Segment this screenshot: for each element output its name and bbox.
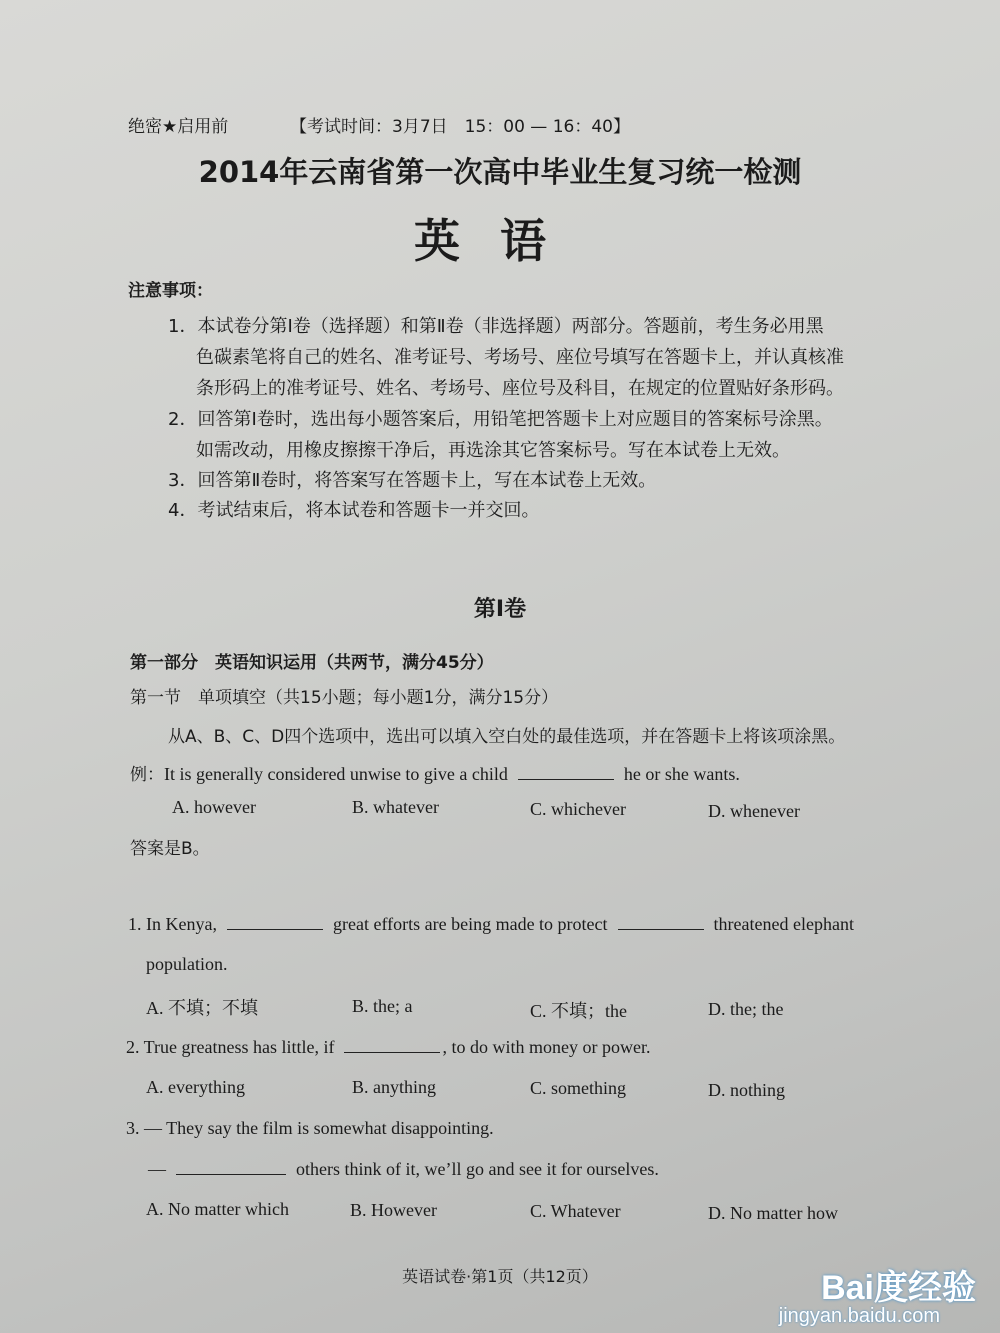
watermark-url: jingyan.baidu.com (778, 1305, 940, 1327)
option: D. the; the (708, 999, 784, 1019)
part-heading: 第一部分 英语知识运用（共两节，满分45分） (130, 653, 494, 673)
option: D. No matter how (708, 1203, 838, 1223)
example-label: 例： (130, 765, 164, 785)
notice-line: 2．回答第Ⅰ卷时，选出每小题答案后，用铅笔把答题卡上对应题目的答案标号涂黑。 (168, 409, 833, 430)
option: B. anything (352, 1077, 436, 1097)
option: A. everything (146, 1077, 245, 1097)
option: A. 不填；不填 (146, 998, 258, 1018)
instructions: 从A、B、C、D四个选项中，选出可以填入空白处的最佳选项，并在答题卡上将该项涂黑。 (168, 727, 846, 747)
baidu-jingyan-logo: Bai度经验 (821, 1269, 976, 1307)
question-3-reply (148, 1159, 659, 1180)
option: B. whatever (352, 797, 439, 817)
question-text: 1. In Kenya, (128, 914, 217, 934)
confidential-label: 绝密★启用前 (128, 117, 229, 137)
option: A. however (172, 797, 256, 817)
answer-blank (518, 778, 614, 780)
answer-blank (344, 1051, 440, 1053)
section-heading: 第一节 单项填空（共15小题；每小题1分，满分15分） (130, 688, 559, 708)
notice-heading: 注意事项： (128, 281, 213, 301)
option: C. whichever (530, 799, 626, 819)
option: B. the; a (352, 996, 413, 1016)
option: B. However (350, 1200, 437, 1220)
example-text: It is generally considered unwise to give a child (164, 764, 508, 784)
notice-line: 如需改动，用橡皮擦擦干净后，再选涂其它答案标号。写在本试卷上无效。 (196, 440, 790, 461)
example-question (130, 760, 740, 785)
question-text: threatened elephant (713, 914, 854, 934)
page-footer: 英语试卷·第1页（共12页） (402, 1267, 598, 1286)
option: C. 不填；the (530, 1001, 627, 1021)
volume-heading: 第Ⅰ卷 (473, 597, 527, 622)
answer-blank (176, 1173, 286, 1175)
option: A. No matter which (146, 1199, 289, 1219)
question-text: great efforts are being made to protect (332, 914, 608, 934)
exam-title: 2014年云南省第一次高中毕业生复习统一检测 (198, 155, 802, 189)
answer-blank (618, 928, 704, 930)
question-text: , to do with money or power. (442, 1037, 651, 1057)
option: C. something (530, 1078, 627, 1098)
question-text: 2. True greatness has little, if (126, 1037, 335, 1057)
notice-line: 条形码上的准考证号、姓名、考场号、座位号及科目，在规定的位置贴好条形码。 (196, 378, 844, 399)
option: D. nothing (708, 1080, 786, 1100)
question-text: — (148, 1159, 166, 1179)
question-3: 3. — They say the film is somewhat disappointing. (126, 1118, 494, 1138)
question-text: population. (146, 954, 228, 974)
notice-line: 1．本试卷分第Ⅰ卷（选择题）和第Ⅱ卷（非选择题）两部分。答题前，考生务必用黑 (168, 316, 824, 337)
notice-line: 3．回答第Ⅱ卷时，将答案写在答题卡上，写在本试卷上无效。 (168, 470, 657, 491)
subject-title: 英语 (414, 214, 586, 268)
notice-line: 色碳素笔将自己的姓名、准考证号、考场号、座位号填写在答题卡上，并认真核准 (196, 347, 844, 368)
option: C. Whatever (530, 1201, 621, 1221)
example-answer: 答案是B。 (130, 839, 210, 859)
exam-time: 【考试时间：3月7日 15：00 — 16：40】 (290, 117, 630, 137)
answer-blank (227, 928, 323, 930)
question-1 (128, 914, 854, 935)
question-text: others think of it, we’ll go and see it for ourselves. (296, 1159, 659, 1179)
example-text-end: he or she wants. (623, 764, 740, 784)
option: D. whenever (708, 801, 800, 821)
question-2 (126, 1037, 650, 1058)
notice-line: 4．考试结束后，将本试卷和答题卡一并交回。 (168, 500, 540, 521)
